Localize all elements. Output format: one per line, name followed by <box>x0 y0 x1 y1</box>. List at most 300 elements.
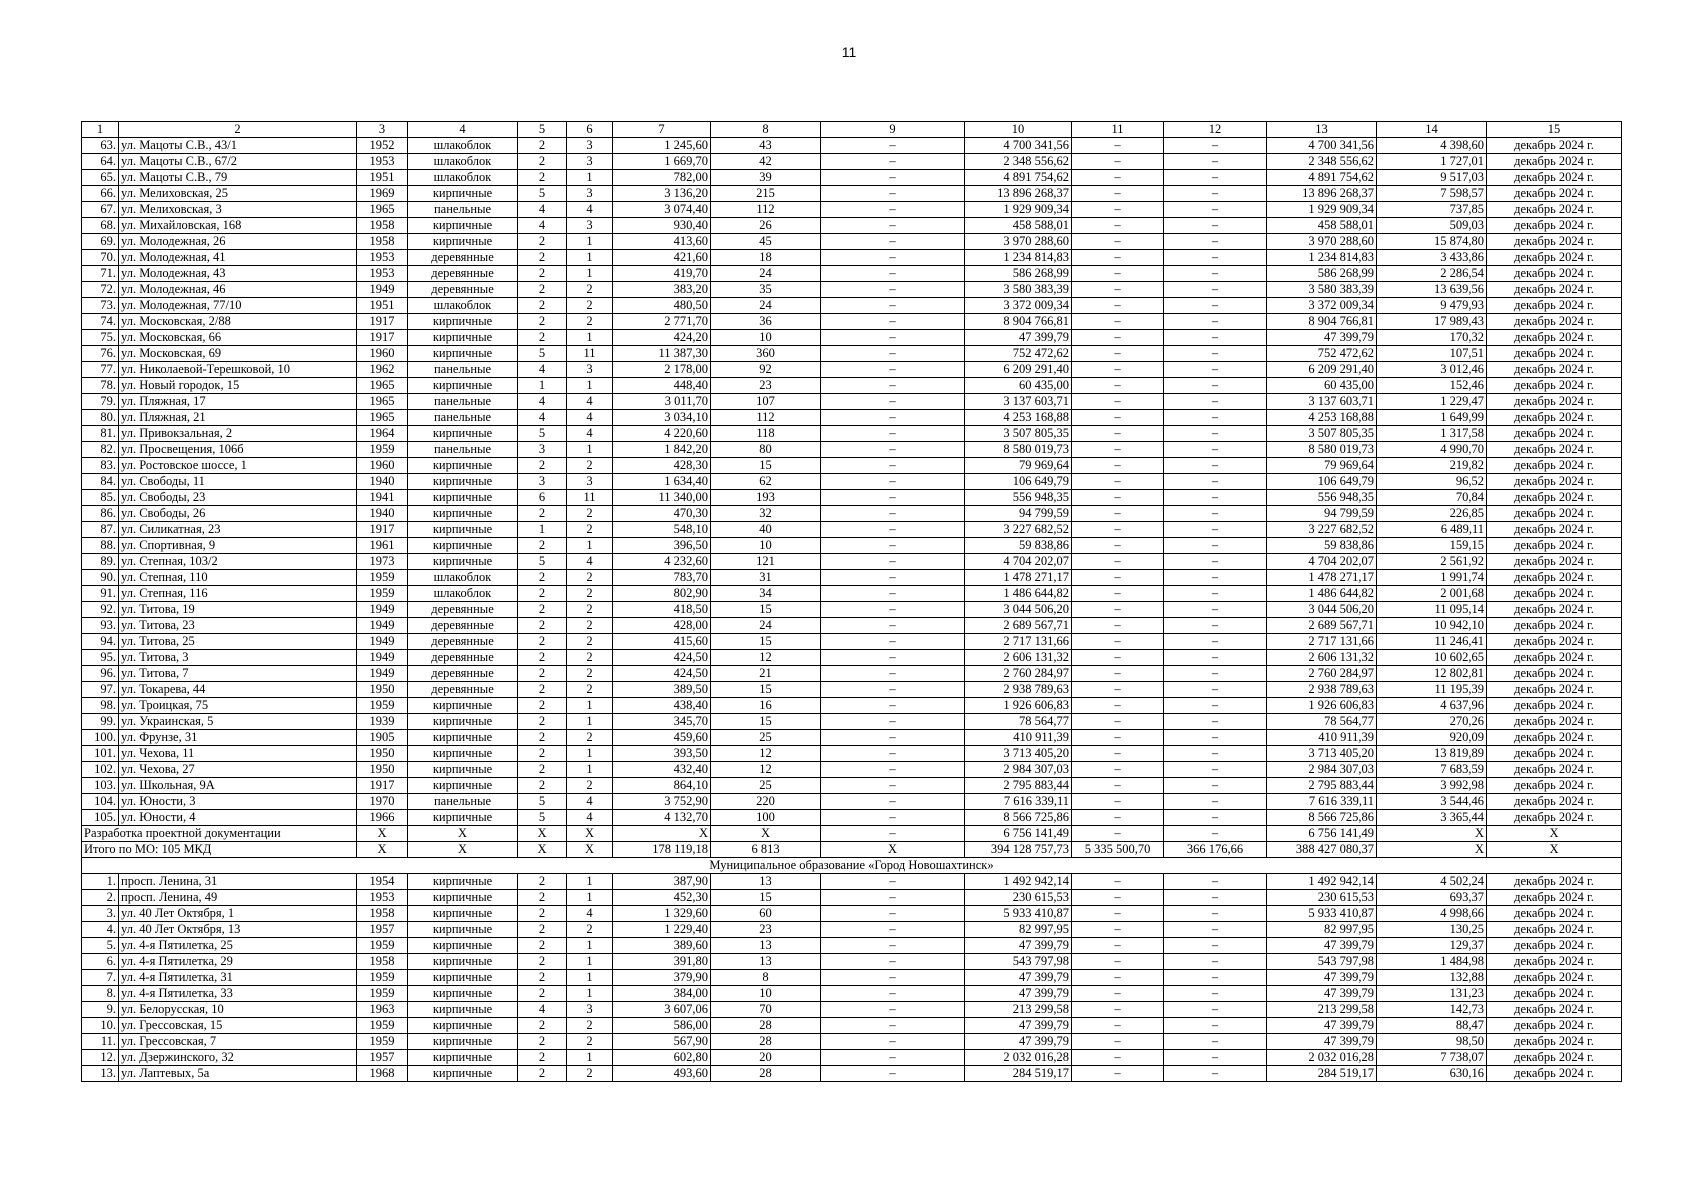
table-cell: – <box>821 762 965 778</box>
table-cell: 3. <box>82 906 119 922</box>
table-cell: 36 <box>711 314 821 330</box>
table-cell: – <box>1164 314 1267 330</box>
table-cell: ул. Свободы, 11 <box>119 474 357 490</box>
table-cell: 3 <box>518 442 567 458</box>
table-cell: 2 <box>518 234 567 250</box>
table-cell: – <box>1164 298 1267 314</box>
table-cell: X <box>357 842 408 858</box>
table-cell: 1917 <box>357 522 408 538</box>
table-cell: ул. Титова, 19 <box>119 602 357 618</box>
table-cell: 1905 <box>357 730 408 746</box>
table-cell: X <box>567 826 613 842</box>
table-cell: – <box>1072 618 1164 634</box>
table-cell: 3 136,20 <box>613 186 711 202</box>
table-cell: 2 <box>518 698 567 714</box>
table-cell: ул. Грессовская, 15 <box>119 1018 357 1034</box>
table-cell: ул. Титова, 23 <box>119 618 357 634</box>
table-cell: 543 797,98 <box>965 954 1072 970</box>
table-cell: 12 <box>711 650 821 666</box>
table-cell: 1 634,40 <box>613 474 711 490</box>
table-cell: декабрь 2024 г. <box>1487 394 1622 410</box>
table-cell: 2 <box>518 682 567 698</box>
table-cell: 1 <box>567 266 613 282</box>
table-cell: 26 <box>711 218 821 234</box>
table-cell: 2 771,70 <box>613 314 711 330</box>
table-cell: 90. <box>82 570 119 586</box>
table-cell: 47 399,79 <box>1267 1018 1377 1034</box>
column-header: 5 <box>518 122 567 138</box>
table-cell: декабрь 2024 г. <box>1487 682 1622 698</box>
table-cell: 2 <box>567 298 613 314</box>
table-cell: декабрь 2024 г. <box>1487 218 1622 234</box>
table-cell: 1 317,58 <box>1377 426 1487 442</box>
table-cell: 13. <box>82 1066 119 1082</box>
column-header: 9 <box>821 122 965 138</box>
table-cell: 424,20 <box>613 330 711 346</box>
table-cell: 82 997,95 <box>1267 922 1377 938</box>
table-cell: кирпичные <box>408 938 518 954</box>
table-cell: декабрь 2024 г. <box>1487 442 1622 458</box>
table-cell: 3 137 603,71 <box>965 394 1072 410</box>
table-cell: кирпичные <box>408 554 518 570</box>
table-cell: 47 399,79 <box>1267 986 1377 1002</box>
table-cell: 2 689 567,71 <box>1267 618 1377 634</box>
table-cell: 3 227 682,52 <box>1267 522 1377 538</box>
table-cell: 101. <box>82 746 119 762</box>
table-cell: ул. Троицкая, 75 <box>119 698 357 714</box>
table-cell: 11 195,39 <box>1377 682 1487 698</box>
design-documentation-row <box>82 826 1622 842</box>
table-cell: декабрь 2024 г. <box>1487 538 1622 554</box>
table-cell: 1959 <box>357 1034 408 1050</box>
table-row <box>82 874 1622 890</box>
table-cell: декабрь 2024 г. <box>1487 746 1622 762</box>
table-row <box>82 730 1622 746</box>
table-cell: 100. <box>82 730 119 746</box>
table-cell: 230 615,53 <box>965 890 1072 906</box>
table-cell: панельные <box>408 394 518 410</box>
table-cell: 215 <box>711 186 821 202</box>
table-cell: 432,40 <box>613 762 711 778</box>
table-cell: 360 <box>711 346 821 362</box>
table-cell: 60 <box>711 906 821 922</box>
table-row <box>82 362 1622 378</box>
table-cell: – <box>1072 346 1164 362</box>
table-cell: 2 <box>567 618 613 634</box>
table-cell: – <box>1072 426 1164 442</box>
table-cell: 92. <box>82 602 119 618</box>
table-cell: 2 984 307,03 <box>965 762 1072 778</box>
table-cell: декабрь 2024 г. <box>1487 490 1622 506</box>
table-cell: 1 991,74 <box>1377 570 1487 586</box>
table-cell: 1957 <box>357 1050 408 1066</box>
table-cell: – <box>1164 1018 1267 1034</box>
table-cell: кирпичные <box>408 1066 518 1082</box>
table-cell: декабрь 2024 г. <box>1487 618 1622 634</box>
table-cell: декабрь 2024 г. <box>1487 506 1622 522</box>
table-cell: X <box>567 842 613 858</box>
table-row <box>82 314 1622 330</box>
table-cell: ул. Молодежная, 26 <box>119 234 357 250</box>
table-cell: 379,90 <box>613 970 711 986</box>
table-cell: кирпичные <box>408 778 518 794</box>
table-cell: – <box>1072 138 1164 154</box>
table-cell: 1 <box>567 1050 613 1066</box>
table-cell: – <box>1072 186 1164 202</box>
table-cell: 104. <box>82 794 119 810</box>
table-cell: 60 435,00 <box>965 378 1072 394</box>
table-cell: 6 756 141,49 <box>1267 826 1377 842</box>
table-cell: – <box>1164 650 1267 666</box>
table-cell: 1959 <box>357 938 408 954</box>
table-cell: 1 929 909,34 <box>1267 202 1377 218</box>
table-cell: – <box>821 330 965 346</box>
table-cell: 13 896 268,37 <box>1267 186 1377 202</box>
table-cell: – <box>1164 186 1267 202</box>
table-cell: – <box>1164 218 1267 234</box>
column-header: 13 <box>1267 122 1377 138</box>
table-cell: 1951 <box>357 298 408 314</box>
table-cell: 2 <box>518 618 567 634</box>
table-cell: 4 704 202,07 <box>1267 554 1377 570</box>
table-cell: 2 178,00 <box>613 362 711 378</box>
table-cell: декабрь 2024 г. <box>1487 458 1622 474</box>
table-cell: – <box>1164 602 1267 618</box>
table-cell: 2 938 789,63 <box>965 682 1072 698</box>
table-cell: 7 683,59 <box>1377 762 1487 778</box>
table-cell: 2 795 883,44 <box>965 778 1072 794</box>
table-cell: – <box>1072 986 1164 1002</box>
table-cell: кирпичные <box>408 986 518 1002</box>
table-cell: 458 588,01 <box>1267 218 1377 234</box>
table-cell: кирпичные <box>408 234 518 250</box>
table-cell: ул. Мелиховская, 25 <box>119 186 357 202</box>
table-cell: – <box>821 554 965 570</box>
table-cell: 11 <box>567 490 613 506</box>
table-cell: – <box>1164 1066 1267 1082</box>
table-cell: 4 891 754,62 <box>1267 170 1377 186</box>
table-cell: 1953 <box>357 154 408 170</box>
table-row <box>82 794 1622 810</box>
table-cell: 509,03 <box>1377 218 1487 234</box>
table-cell: 602,80 <box>613 1050 711 1066</box>
table-cell: панельные <box>408 410 518 426</box>
table-cell: 93. <box>82 618 119 634</box>
table-cell: 1917 <box>357 330 408 346</box>
table-cell: 2 <box>518 890 567 906</box>
table-cell: 3 <box>567 186 613 202</box>
column-header: 14 <box>1377 122 1487 138</box>
table-cell: 4 232,60 <box>613 554 711 570</box>
table-cell: – <box>1164 282 1267 298</box>
table-cell: 4 <box>567 810 613 826</box>
table-cell: 4 132,70 <box>613 810 711 826</box>
table-cell: кирпичные <box>408 810 518 826</box>
table-cell: – <box>1164 506 1267 522</box>
table-cell: 15 874,80 <box>1377 234 1487 250</box>
table-cell: 112 <box>711 202 821 218</box>
header-row <box>82 122 1622 138</box>
table-cell: 6 813 <box>711 842 821 858</box>
table-row <box>82 282 1622 298</box>
table-cell: 75. <box>82 330 119 346</box>
table-cell: декабрь 2024 г. <box>1487 410 1622 426</box>
table-cell: – <box>1072 650 1164 666</box>
table-cell: 96,52 <box>1377 474 1487 490</box>
table-cell: 1959 <box>357 570 408 586</box>
table-cell: – <box>1164 794 1267 810</box>
table-cell: 67. <box>82 202 119 218</box>
table-cell: 1 <box>567 970 613 986</box>
table-cell: 3 044 506,20 <box>1267 602 1377 618</box>
table-cell: 94 799,59 <box>965 506 1072 522</box>
table-row <box>82 170 1622 186</box>
table-cell: 79 969,64 <box>1267 458 1377 474</box>
table-cell: 1 329,60 <box>613 906 711 922</box>
table-cell: 418,50 <box>613 602 711 618</box>
table-cell: – <box>1164 442 1267 458</box>
table-cell: – <box>1072 378 1164 394</box>
table-cell: кирпичные <box>408 426 518 442</box>
table-cell: – <box>1072 298 1164 314</box>
table-cell: – <box>1072 442 1164 458</box>
table-cell: – <box>821 586 965 602</box>
table-cell: 4 700 341,56 <box>965 138 1072 154</box>
table-cell: 410 911,39 <box>965 730 1072 746</box>
table-cell: 129,37 <box>1377 938 1487 954</box>
table-cell: 6 489,11 <box>1377 522 1487 538</box>
table-cell: ул. Привокзальная, 2 <box>119 426 357 442</box>
table-cell: декабрь 2024 г. <box>1487 378 1622 394</box>
table-cell: – <box>1072 730 1164 746</box>
table-cell: 219,82 <box>1377 458 1487 474</box>
table-cell: – <box>821 346 965 362</box>
table-cell: – <box>821 826 965 842</box>
table-cell: 5 933 410,87 <box>1267 906 1377 922</box>
table-cell: 452,30 <box>613 890 711 906</box>
table-cell: 2 032 016,28 <box>965 1050 1072 1066</box>
table-cell: 2 <box>518 922 567 938</box>
table-cell: 1965 <box>357 202 408 218</box>
table-cell: 1966 <box>357 810 408 826</box>
table-cell: – <box>1164 826 1267 842</box>
table-cell: ул. Молодежная, 77/10 <box>119 298 357 314</box>
table-cell: 1 842,20 <box>613 442 711 458</box>
table-cell: 1961 <box>357 538 408 554</box>
table-cell: – <box>1072 1050 1164 1066</box>
table-cell: 95. <box>82 650 119 666</box>
table-cell: 3 372 009,34 <box>965 298 1072 314</box>
table-cell: 21 <box>711 666 821 682</box>
table-cell: декабрь 2024 г. <box>1487 794 1622 810</box>
table-cell: 1939 <box>357 714 408 730</box>
table-cell: 3 752,90 <box>613 794 711 810</box>
table-cell: 1 649,99 <box>1377 410 1487 426</box>
table-cell: кирпичные <box>408 346 518 362</box>
table-cell: 105. <box>82 810 119 826</box>
table-cell: – <box>1072 330 1164 346</box>
table-cell: 78 564,77 <box>1267 714 1377 730</box>
table-cell: – <box>1072 506 1164 522</box>
table-row <box>82 490 1622 506</box>
table-cell: 97. <box>82 682 119 698</box>
table-cell: 548,10 <box>613 522 711 538</box>
table-cell: – <box>1164 1034 1267 1050</box>
table-cell: 3 <box>567 474 613 490</box>
table-cell: 107,51 <box>1377 346 1487 362</box>
table-cell: 63. <box>82 138 119 154</box>
table-cell: ул. Молодежная, 43 <box>119 266 357 282</box>
table-row <box>82 586 1622 602</box>
table-cell: 76. <box>82 346 119 362</box>
table-cell: 3 544,46 <box>1377 794 1487 810</box>
table-cell: 2 <box>518 1034 567 1050</box>
table-cell: – <box>1072 474 1164 490</box>
table-cell: декабрь 2024 г. <box>1487 1002 1622 1018</box>
section-title: Муниципальное образование «Город Новошахтинск» <box>82 858 1622 874</box>
table-cell: 1949 <box>357 650 408 666</box>
table-row <box>82 298 1622 314</box>
table-cell: 1 492 942,14 <box>1267 874 1377 890</box>
table-cell: 421,60 <box>613 250 711 266</box>
table-cell: 4 502,24 <box>1377 874 1487 890</box>
table-cell: – <box>821 506 965 522</box>
total-row <box>82 842 1622 858</box>
table-cell: – <box>1072 634 1164 650</box>
column-header: 10 <box>965 122 1072 138</box>
table-cell: 28 <box>711 1034 821 1050</box>
table-cell: – <box>1072 778 1164 794</box>
table-cell: 3 992,98 <box>1377 778 1487 794</box>
table-cell: – <box>1164 234 1267 250</box>
table-cell: – <box>821 138 965 154</box>
table-cell: ул. 4-я Пятилетка, 29 <box>119 954 357 970</box>
table-cell: 1 <box>567 874 613 890</box>
table-cell: – <box>821 778 965 794</box>
table-row <box>82 394 1622 410</box>
table-cell: 1953 <box>357 250 408 266</box>
table-cell: 2 <box>518 986 567 1002</box>
table-cell: 586 268,99 <box>1267 266 1377 282</box>
table-cell: 2 <box>518 1050 567 1066</box>
table-cell: – <box>821 906 965 922</box>
table-cell: X <box>1487 842 1622 858</box>
table-cell: 15 <box>711 714 821 730</box>
table-cell: 424,50 <box>613 666 711 682</box>
table-cell: – <box>821 458 965 474</box>
table-cell: 3 <box>567 138 613 154</box>
table-cell: – <box>1072 410 1164 426</box>
table-cell: 70,84 <box>1377 490 1487 506</box>
table-cell: ул. Свободы, 23 <box>119 490 357 506</box>
table-cell: – <box>1072 938 1164 954</box>
table-cell: 152,46 <box>1377 378 1487 394</box>
table-cell: 802,90 <box>613 586 711 602</box>
table-cell: ул. Грессовская, 7 <box>119 1034 357 1050</box>
table-cell: 2 001,68 <box>1377 586 1487 602</box>
table-cell: – <box>1072 1034 1164 1050</box>
table-cell: – <box>1072 202 1164 218</box>
table-cell: 1958 <box>357 234 408 250</box>
table-cell: панельные <box>408 362 518 378</box>
table-cell: 47 399,79 <box>965 1018 1072 1034</box>
table-cell: 213 299,58 <box>965 1002 1072 1018</box>
table-cell: 47 399,79 <box>965 330 1072 346</box>
table-cell: 864,10 <box>613 778 711 794</box>
table-cell: 2. <box>82 890 119 906</box>
table-cell: 24 <box>711 618 821 634</box>
table-cell: 4 998,66 <box>1377 906 1487 922</box>
table-cell: 71. <box>82 266 119 282</box>
table-cell: декабрь 2024 г. <box>1487 1066 1622 1082</box>
table-row <box>82 442 1622 458</box>
table-cell: – <box>1164 522 1267 538</box>
table-cell: 118 <box>711 426 821 442</box>
table-cell: – <box>1072 794 1164 810</box>
table-cell: – <box>1164 474 1267 490</box>
table-cell: 2 <box>518 154 567 170</box>
table-cell: 2 <box>567 282 613 298</box>
table-cell: – <box>821 490 965 506</box>
table-cell: 9. <box>82 1002 119 1018</box>
table-cell: 43 <box>711 138 821 154</box>
table-cell: ул. Спортивная, 9 <box>119 538 357 554</box>
table-cell: X <box>518 842 567 858</box>
table-cell: 1 926 606,83 <box>965 698 1072 714</box>
table-cell: 1964 <box>357 426 408 442</box>
table-cell: – <box>1164 874 1267 890</box>
table-cell: 1 229,47 <box>1377 394 1487 410</box>
table-cell: 10 <box>711 538 821 554</box>
table-cell: 2 <box>518 250 567 266</box>
table-body <box>82 122 1622 1082</box>
table-row <box>82 426 1622 442</box>
table-cell: 60 435,00 <box>1267 378 1377 394</box>
table-cell: 4 <box>518 394 567 410</box>
table-cell: – <box>1164 362 1267 378</box>
table-cell: 6 209 291,40 <box>965 362 1072 378</box>
table-cell: декабрь 2024 г. <box>1487 874 1622 890</box>
table-cell: 3 433,86 <box>1377 250 1487 266</box>
total-row-label: Итого по МО: 105 МКД <box>82 842 357 858</box>
table-cell: – <box>1072 554 1164 570</box>
table-cell: 3 044 506,20 <box>965 602 1072 618</box>
table-cell: 4 <box>518 410 567 426</box>
table-cell: – <box>821 730 965 746</box>
table-cell: ул. Московская, 69 <box>119 346 357 362</box>
table-cell: – <box>1072 522 1164 538</box>
table-cell: 384,00 <box>613 986 711 1002</box>
table-cell: X <box>613 826 711 842</box>
table-cell: – <box>821 1034 965 1050</box>
table-cell: 389,50 <box>613 682 711 698</box>
table-cell: 693,37 <box>1377 890 1487 906</box>
table-cell: 78. <box>82 378 119 394</box>
table-cell: декабрь 2024 г. <box>1487 890 1622 906</box>
table-cell: 2 561,92 <box>1377 554 1487 570</box>
table-cell: 2 <box>518 506 567 522</box>
table-cell: ул. Украинская, 5 <box>119 714 357 730</box>
table-cell: – <box>1072 250 1164 266</box>
table-cell: – <box>1072 1002 1164 1018</box>
table-row <box>82 1018 1622 1034</box>
table-cell: 2 <box>518 762 567 778</box>
table-cell: декабрь 2024 г. <box>1487 298 1622 314</box>
table-cell: 1 229,40 <box>613 922 711 938</box>
table-cell: кирпичные <box>408 746 518 762</box>
table-row <box>82 778 1622 794</box>
table-cell: кирпичные <box>408 730 518 746</box>
